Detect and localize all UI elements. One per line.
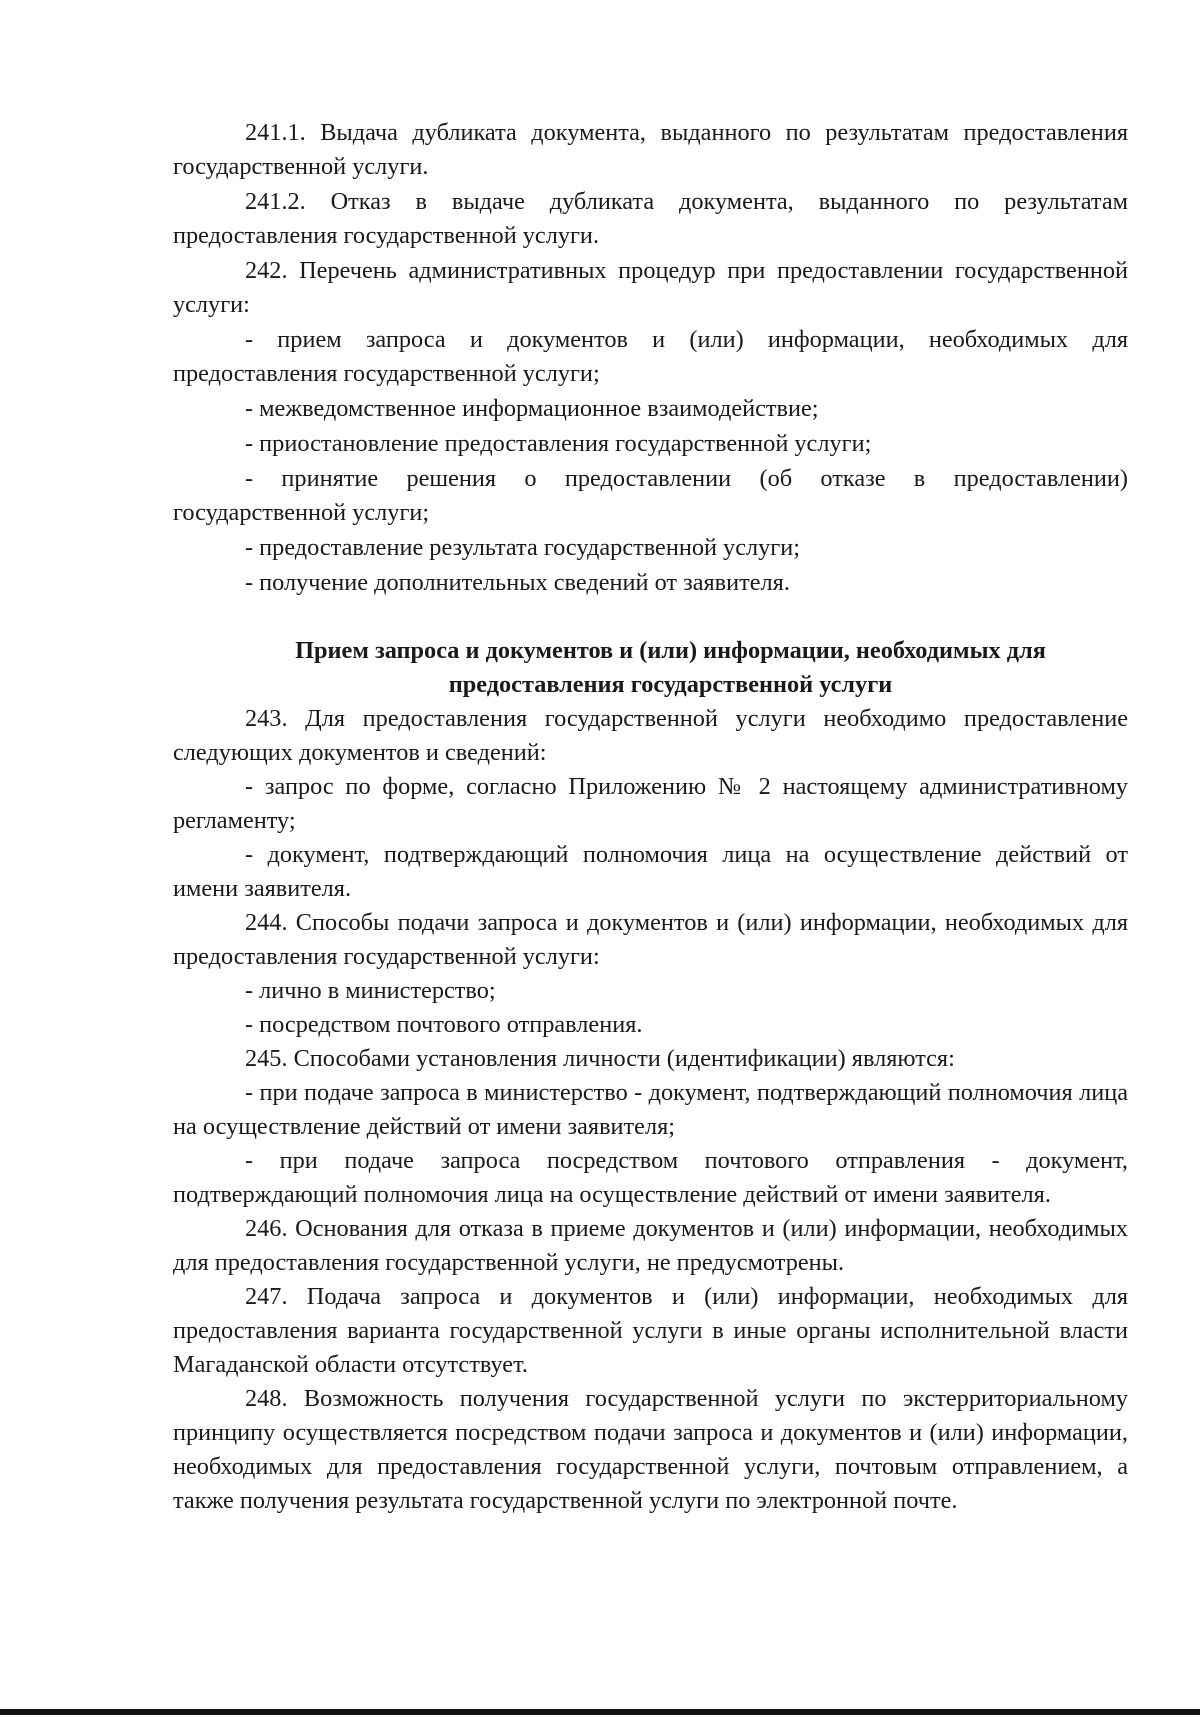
paragraph-241-2: 241.2. Отказ в выдаче дубликата документа, выданного по результатам предоставления государственной услуги. [173, 188, 1128, 249]
paragraph-243: 243. Для предоставления государственной услуги необходимо предоставление следующих документов и сведений: [173, 705, 1128, 766]
bottom-border-line [0, 1709, 1200, 1715]
list-item-identification: - при подаче запроса посредством почтового отправления - документ, подтверждающий полномочия лица на осуществление действий от имени заявителя. [173, 1147, 1128, 1208]
list-item-procedure: - межведомственное информационное взаимодействие; [245, 395, 819, 422]
list-item-procedure: - приостановление предоставления государственной услуги; [245, 430, 872, 457]
list-item-identification: - при подаче запроса в министерство - документ, подтверждающий полномочия лица на осуществление действий от имени заявителя; [173, 1079, 1128, 1140]
paragraph-242: 242. Перечень административных процедур при предоставлении государственной услуги: [173, 257, 1128, 318]
paragraph-241-1: 241.1. Выдача дубликата документа, выданного по результатам предоставления государственной услуги. [173, 119, 1128, 180]
list-item-procedure: - получение дополнительных сведений от заявителя. [245, 569, 790, 596]
list-item-document: - документ, подтверждающий полномочия лица на осуществление действий от имени заявителя. [173, 841, 1128, 902]
list-item-document: - запрос по форме, согласно Приложению № 2 настоящему административному регламенту; [173, 773, 1128, 834]
paragraph-247: 247. Подача запроса и документов и (или) информации, необходимых для предоставления варианта государственной услуги в иные органы исполнительной власти Магаданской области отсутствует. [173, 1283, 1128, 1378]
section-heading: Прием запроса и документов и (или) информации, необходимых для предоставления государственной услуги [295, 637, 1046, 698]
paragraph-246: 246. Основания для отказа в приеме документов и (или) информации, необходимых для предоставления государственной услуги, не предусмотрены. [173, 1215, 1128, 1276]
document-page [173, 116, 1128, 1518]
list-item-procedure: - предоставление результата государственной услуги; [245, 534, 800, 561]
list-item-procedure: - прием запроса и документов и (или) информации, необходимых для предоставления государственной услуги; [173, 326, 1128, 387]
paragraph-248: 248. Возможность получения государственной услуги по экстерриториальному принципу осуществляется посредством подачи запроса и документов и (или) информации, необходимых для предоставления государственной услуги, почтовым отправлением, а также получения результата государственной услуги по электронной почте. [173, 1385, 1128, 1514]
paragraph-244: 244. Способы подачи запроса и документов и (или) информации, необходимых для предоставления государственной услуги: [173, 909, 1128, 970]
paragraph-245: 245. Способами установления личности (идентификации) являются: [245, 1045, 955, 1072]
reception-section [173, 702, 1128, 1518]
list-item-procedure: - принятие решения о предоставлении (об отказе в предоставлении) государственной услуги; [173, 465, 1128, 526]
list-item-method: - посредством почтового отправления. [245, 1011, 643, 1038]
procedures-section [173, 116, 1128, 600]
list-item-method: - лично в министерство; [245, 977, 496, 1004]
